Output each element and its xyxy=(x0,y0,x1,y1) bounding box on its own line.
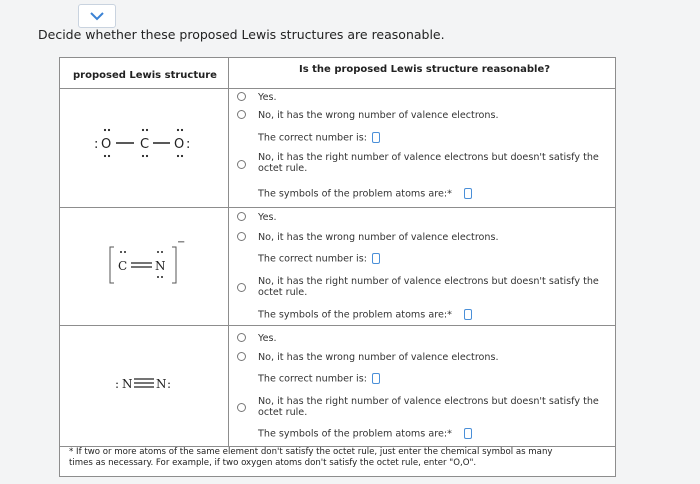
radio-button[interactable] xyxy=(237,232,246,241)
table-header xyxy=(60,58,615,89)
radio-button[interactable] xyxy=(237,160,246,169)
charge-label: − xyxy=(177,237,186,248)
correct-number-prompt: The correct number is: xyxy=(258,253,380,265)
atom-n-right: N xyxy=(156,377,167,391)
collapse-toggle-button[interactable] xyxy=(78,4,116,28)
footnote xyxy=(69,447,614,469)
radio-button[interactable] xyxy=(237,403,246,412)
radio-button[interactable] xyxy=(237,333,246,342)
problem-atoms-input[interactable] xyxy=(464,309,472,320)
lewis-structure-cn-anion xyxy=(60,208,228,325)
atom-o-left: O xyxy=(101,137,112,152)
header-reasonable: Is the proposed Lewis structure reasonable? xyxy=(299,64,551,75)
column-divider xyxy=(228,58,229,446)
radio-button[interactable] xyxy=(237,283,246,292)
header-proposed-structure: proposed Lewis structure xyxy=(73,70,217,81)
lone-pair-colon: : xyxy=(115,377,120,391)
atom-c: C xyxy=(118,259,128,273)
correct-number-input[interactable] xyxy=(372,253,380,264)
radio-button[interactable] xyxy=(237,92,246,101)
correct-number-input[interactable] xyxy=(372,373,380,384)
correct-number-prompt: The correct number is: xyxy=(258,132,380,144)
lewis-oco-diagram xyxy=(60,88,228,207)
atom-n-left: N xyxy=(122,377,133,391)
footnote-line-2: times as necessary. For example, if two oxygen atoms don't satisfy the octet rule, enter "O,O". xyxy=(69,458,477,468)
chevron-down-icon xyxy=(90,12,104,21)
lone-pair-colon: : xyxy=(94,137,99,152)
problem-atoms-prompt: The symbols of the problem atoms are:* xyxy=(258,309,472,321)
question-text: Decide whether these proposed Lewis structures are reasonable. xyxy=(38,27,445,42)
lewis-n2-diagram xyxy=(60,326,228,446)
atom-c: C xyxy=(140,137,150,152)
radio-button[interactable] xyxy=(237,352,246,361)
footnote-line-1: If two or more atoms of the same element don't satisfy the octet rule, just enter the chemical symbol as many xyxy=(76,447,553,457)
radio-button[interactable] xyxy=(237,212,246,221)
correct-number-prompt: The correct number is: xyxy=(258,373,380,385)
lewis-structure-n2 xyxy=(60,326,228,446)
atom-o-right: O xyxy=(174,137,185,152)
lewis-cn-diagram xyxy=(60,208,228,325)
atom-n: N xyxy=(155,259,166,273)
lewis-structure-table: proposed Lewis structure Is the proposed Lewis structure reasonable? : O C O : Yes. No, it has the wrong number of valence electrons. The correct number is: No, it has the right number of valence electrons but doesn't satisfy the octet rule. The symbols of the problem atoms are:* C N − Yes. No, it has the wrong number of valence electrons. The correct number is: No, it has the right number of valence electrons but doesn't satisfy the octet rule. The symbols of the problem atoms are:* : N N : Yes. No, it has the wrong number of valence electrons. The correct number is: No, it has the right number of valence electrons but doesn't satisfy the octet rule. The symbols of the problem atoms are:* * If two or more atoms of the same element don't satisfy the octet rule, just enter the chemical symbol as many times as necessary. For example, if two oxygen atoms don't satisfy the octet rule, enter "O,O". xyxy=(59,57,616,477)
problem-atoms-prompt: The symbols of the problem atoms are:* xyxy=(258,428,472,440)
lone-pair-colon: : xyxy=(186,137,191,152)
lewis-structure-oco xyxy=(60,88,228,207)
correct-number-input[interactable] xyxy=(372,132,380,143)
radio-button[interactable] xyxy=(237,110,246,119)
lone-pair-colon: : xyxy=(167,377,172,391)
problem-atoms-input[interactable] xyxy=(464,188,472,199)
problem-atoms-input[interactable] xyxy=(464,428,472,439)
footnote-bullet: * xyxy=(69,447,74,457)
problem-atoms-prompt: The symbols of the problem atoms are:* xyxy=(258,188,472,200)
